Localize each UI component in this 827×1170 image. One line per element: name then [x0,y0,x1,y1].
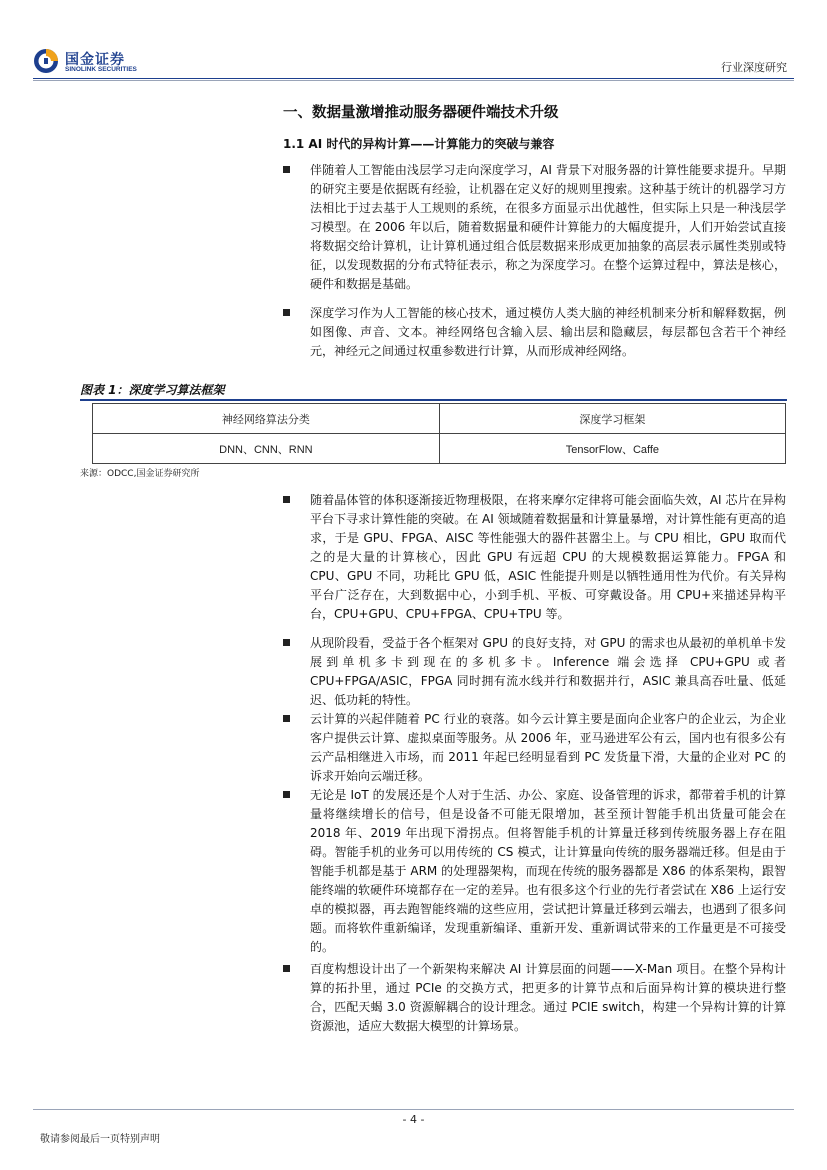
section-heading: 一、数据量激增推动服务器硬件端技术升级 [283,105,559,121]
logo-chinese-name: 国金证券 [65,52,125,68]
paragraph-text: 深度学习作为人工智能的核心技术，通过模仿人类大脑的神经机制来分析和解释数据，例如图像、声音、文本。神经网络包含输入层、输出层和隐藏层，每层都包含若干个神经元，神经元之间通过权重参数进行计算，从而形成神经网络。 [310,306,786,358]
paragraph-text: 百度构想设计出了一个新架构来解决 AI 计算层面的问题——X-Man 项目。在整个异构计算的拓扑里，通过 PCIe 的交换方式，把更多的计算节点和后面异构计算的模块进行整合，匹配天蝎 3.0 资源解耦合的设计理念。通过 PCIE switch，构建一个异构计算的计算资源池，适应大数据大模型的计算场景。 [310,962,786,1033]
bullet-paragraph [283,960,786,1052]
paragraph-text: 伴随着人工智能由浅层学习走向深度学习，AI 背景下对服务器的计算性能要求提升。早期的研究主要是依据既有经验，让机器在定义好的规则里搜索。这种基于统计的机器学习方法相比于过去基于人工规则的系统，在很多方面显示出优越性，但实际上只是一种浅层学习模型。在 2006 年以后，随着数据量和硬件计算能力的大幅度提升，人们开始尝试直接将数据交给计算机，让计算机通过组合低层数据来形成更加抽象的高层表示属性类别或特征，以发现数据的分布式特征表示，称之为深度学习。在整个运算过程中，算法是核心，硬件和数据是基础。 [310,163,786,291]
table-row [93,434,786,464]
disclaimer-note: 敬请参阅最后一页特别声明 [40,1134,160,1145]
bullet-square-icon [283,309,290,316]
figure-source: 来源：ODCC,国金证券研究所 [80,469,200,479]
bullet-paragraph [283,786,786,956]
figure-table [92,403,786,464]
bullet-paragraph [283,634,786,706]
figure-title: 图表 1：深度学习算法框架 [80,383,225,397]
table-cell: DNN、CNN、RNN [93,434,440,464]
bullet-paragraph [283,304,786,380]
page-header [0,0,827,80]
header-divider [33,78,794,79]
subsection-heading: 1.1 AI 时代的异构计算——计算能力的突破与兼容 [283,137,555,151]
paragraph-text: 随着晶体管的体积逐渐接近物理极限，在将来摩尔定律将可能会面临失效，AI 芯片在异构平台下寻求计算性能的突破。在 AI 领域随着数据量和计算量暴增，对计算性能有更高的追求，于是 GPU、FPGA、AISC 等性能强大的器件甚嚣尘上。与 CPU 相比，GPU 取而代之的是大量的计算核心，因此 GPU 有远超 CPU 的大规模数据运算能力。FPGA 和 CPU、GPU 不同，功耗比 GPU 低，ASIC 性能提升则是以牺牲通用性为代价。有关异构平台广泛存在，大到数据中心，小到手机、平板、可穿戴设备。用 CPU+来描述异构平台，CPU+GPU、CPU+FPGA、CPU+TPU 等。 [310,493,786,621]
table-header-cell: 深度学习框架 [439,404,785,434]
sinolink-logo-icon [33,48,59,74]
bullet-square-icon [283,166,290,173]
header-divider-thin [33,80,794,81]
logo-english-name: SINOLINK SECURITIES [65,66,137,73]
paragraph-text: 从现阶段看，受益于各个框架对 GPU 的良好支持，对 GPU 的需求也从最初的单机单卡发展到单机多卡到现在的多机多卡。Inference 端会选择 CPU+GPU 或者 CPU+FPGA/ASIC，FPGA 同时拥有流水线并行和数据并行，ASIC 兼具高吞吐量、低延迟、低功耗的特性。 [310,636,786,707]
company-logo [33,48,163,76]
bullet-square-icon [283,496,290,503]
report-type-label: 行业深度研究 [721,61,787,74]
page-number: - 4 - [402,1113,425,1126]
bullet-paragraph [283,161,786,296]
bullet-square-icon [283,715,290,722]
table-cell: TensorFlow、Caffe [439,434,785,464]
table-header-row [93,404,786,434]
bullet-square-icon [283,965,290,972]
bullet-square-icon [283,791,290,798]
bullet-paragraph [283,710,786,782]
paragraph-text: 云计算的兴起伴随着 PC 行业的衰落。如今云计算主要是面向企业客户的企业云，为企业客户提供云计算、虚拟桌面等服务。从 2006 年，亚马逊进军公有云，国内也有很多公有云产品相继进入市场，而 2011 年起已经明显看到 PC 发货量下滑，大量的企业对 PC 的诉求开始向云端迁移。 [310,712,786,783]
figure-rule [80,399,787,401]
bullet-paragraph [283,491,786,631]
footer-divider [33,1109,794,1110]
table-header-cell: 神经网络算法分类 [93,404,440,434]
paragraph-text: 无论是 IoT 的发展还是个人对于生活、办公、家庭、设备管理的诉求，都带着手机的计算量将继续增长的信号，但是设备不可能无限增加，甚至预计智能手机出货量可能会在 2018 年、2019 年出现下滑拐点。但将智能手机的计算量迁移到传统服务器上存在阻碍。智能手机的业务可以用传统的 CS 模式，让计算量向传统的服务器端迁移。但是由于智能手机都是基于 ARM 的处理器架构，而现在传统的服务器都是 X86 的体系架构，跟智能终端的软硬件环境都存在一定的差异。也有很多这个行业的先行者尝试在 X86 上运行安卓的模拟器，再去跑智能终端的这些应用，尝试把计算量迁移到云端去，也遇到了很多问题。而将软件重新编译，发现重新编译、重新开发、重新调试带来的工作量更是不可接受的。 [310,788,786,954]
bullet-square-icon [283,639,290,646]
